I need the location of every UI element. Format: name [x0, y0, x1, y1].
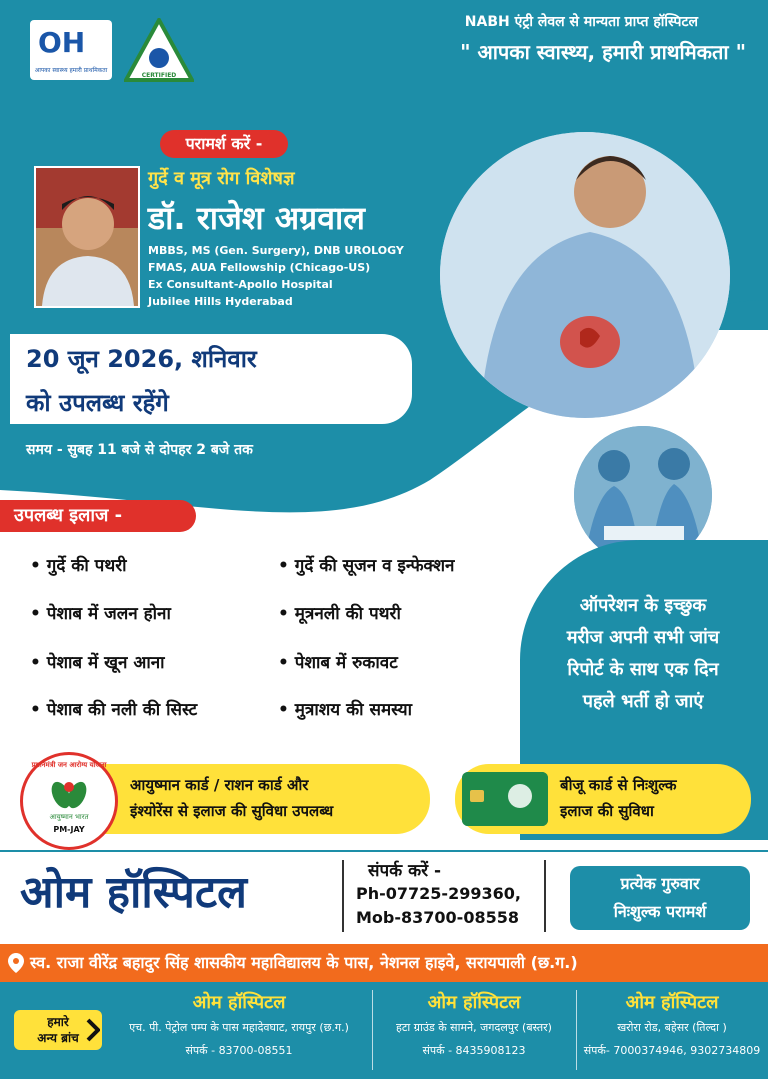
qualification-line: FMAS, AUA Fellowship (Chicago-US)	[148, 261, 371, 274]
divider	[576, 990, 577, 1070]
hospital-name: ओम हॉस्पिटल	[20, 867, 247, 918]
location-pin-icon	[8, 953, 24, 973]
pmjay-logo	[20, 752, 118, 850]
qualification-line: Jubilee Hills Hyderabad	[148, 295, 293, 308]
branch-phone: संपर्क- 7000374946, 9302734809	[583, 1044, 761, 1057]
leaf-icon	[49, 777, 89, 813]
contact-title: संपर्क करें -	[368, 861, 442, 881]
mobile-number: Mob-83700-08558	[356, 908, 519, 927]
doctor-specialty: गुर्दे व मूत्र रोग विशेषज्ञ	[148, 168, 295, 189]
operation-note-line: रिपोर्ट के साथ एक दिन	[567, 659, 719, 680]
treatment-item: • पेशाब में खून आना	[30, 653, 165, 673]
biju-text	[560, 772, 677, 824]
treatment-item: • मूत्रनली की पथरी	[278, 604, 401, 624]
biju-line: बीजू कार्ड से निःशुल्क	[560, 776, 677, 794]
branch-name: ओम हॉस्पिटल	[625, 992, 719, 1013]
pmjay-top-text: प्रधानमंत्री जन आरोग्य योजना	[31, 761, 107, 769]
tagline: " आपका स्वास्थ्य, हमारी प्राथमिकता "	[460, 40, 746, 64]
free-consultation-line: प्रत्येक गुरुवार	[620, 874, 700, 893]
free-consultation-line: निःशुल्क परामर्श	[613, 902, 707, 921]
patient-image	[440, 132, 730, 418]
treatment-item: • पेशाब में रुकावट	[278, 653, 398, 673]
nabh-accreditation-text: NABH एंट्री लेवल से मान्यता प्राप्त हॉस्पिटल	[464, 14, 698, 30]
consult-label: परामर्श करें -	[160, 130, 288, 158]
treatment-item: • पेशाब में जलन होना	[30, 604, 171, 624]
branch-address: हटा ग्राउंड के सामने, जगदलपुर (बस्तर)	[396, 1021, 552, 1034]
ayushman-line: आयुष्मान कार्ड / राशन कार्ड और	[130, 776, 309, 794]
treatment-item: • पेशाब की नली की सिस्ट	[30, 700, 198, 720]
branch-address: खरोरा रोड, बहेसर (तिल्दा )	[617, 1021, 727, 1034]
biju-card-image	[462, 772, 548, 826]
chevron-right-icon	[86, 1018, 100, 1042]
pmjay-bottom-text: PM-JAY	[53, 825, 85, 834]
pmjay-mid-text: आयुष्मान भारत	[49, 813, 89, 821]
doctor-name: डॉ. राजेश अग्रवाल	[148, 199, 365, 237]
logo-caption: आपका स्वास्थ्य हमारी प्राथमिकता	[34, 67, 108, 74]
doctor-photo	[34, 166, 140, 308]
time-text: समय - सुबह 11 बजे से दोपहर 2 बजे तक	[26, 442, 253, 458]
logo-initials: OH	[38, 26, 86, 59]
divider	[544, 860, 546, 932]
branch-phone: संपर्क - 8435908123	[422, 1044, 526, 1057]
other-branches-line: हमारे	[47, 1015, 69, 1029]
operation-note-line: पहले भर्ती हो जाएं	[582, 691, 704, 712]
qualification-line: Ex Consultant-Apollo Hospital	[148, 278, 333, 291]
address-bar	[0, 944, 768, 982]
branch-address: एच. पी. पेट्रोल पम्प के पास महादेवघाट, रायपुर (छ.ग.)	[129, 1021, 349, 1034]
om-hospital-logo	[30, 20, 112, 80]
operation-note-line: मरीज अपनी सभी जांच	[566, 627, 720, 648]
ayushman-text	[130, 772, 333, 824]
free-consultation-box	[570, 866, 750, 930]
branch-name: ओम हॉस्पिटल	[427, 992, 521, 1013]
divider	[372, 990, 373, 1070]
availability-text: को उपलब्ध रहेंगे	[26, 389, 169, 417]
ayushman-line: इंश्योरेंस से इलाज की सुविधा उपलब्ध	[130, 802, 334, 820]
branch-name: ओम हॉस्पिटल	[192, 992, 286, 1013]
branch-jagdalpur	[376, 990, 572, 1058]
qualification-line: MBBS, MS (Gen. Surgery), DNB UROLOGY	[148, 244, 404, 257]
treatment-item: • मुत्राशय की समस्या	[278, 700, 412, 720]
other-branches-line: अन्य ब्रांच	[37, 1031, 79, 1045]
branch-phone: संपर्क - 83700-08551	[185, 1044, 293, 1057]
treatment-item: • गुर्दे की सूजन व इन्फेक्शन	[278, 556, 455, 576]
nabh-logo	[124, 18, 194, 84]
operation-note-line: ऑपरेशन के इच्छुक	[579, 595, 707, 616]
branch-tilda	[580, 990, 764, 1058]
phone-number: Ph-07725-299360,	[356, 884, 521, 903]
branch-raipur	[110, 990, 368, 1058]
operation-note	[528, 590, 758, 718]
divider	[342, 860, 344, 932]
treatments-label: उपलब्ध इलाज -	[0, 500, 196, 532]
nabh-caption: CERTIFIED	[141, 72, 177, 79]
biju-line: इलाज की सुविधा	[560, 802, 654, 820]
date-text: 20 जून 2026, शनिवार	[26, 345, 257, 373]
treatment-item: • गुर्दे की पथरी	[30, 556, 127, 576]
address-text: स्व. राजा वीरेंद्र बहादुर सिंह शासकीय महाविद्यालय के पास, नेशनल हाइवे, सरायपाली (छ.ग.)	[30, 953, 578, 972]
